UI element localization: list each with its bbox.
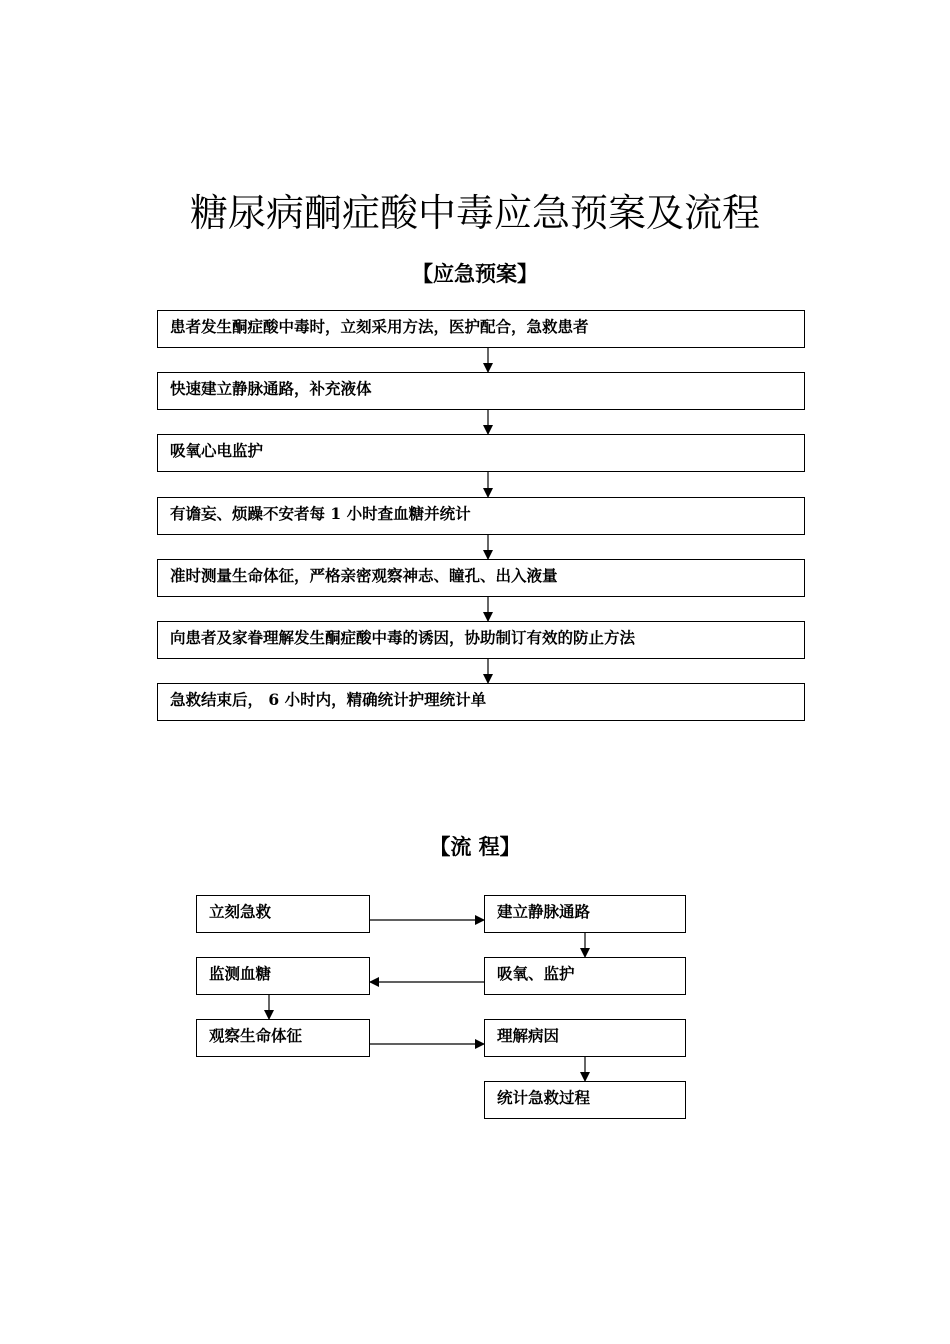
plan-step-4: 有谵妄、烦躁不安者每 1 小时查血糖并统计 <box>157 497 805 535</box>
plan-step-1: 患者发生酮症酸中毒时，立刻采用方法，医护配合，急救患者 <box>157 310 805 348</box>
flow-node-vitals: 观察生命体征 <box>196 1019 370 1057</box>
flow-heading: 【流 程】 <box>429 835 521 859</box>
plan-step-3: 吸氧心电监护 <box>157 434 805 472</box>
plan-step-2: 快速建立静脉通路，补充液体 <box>157 372 805 410</box>
flow-node-oxygen-monitor: 吸氧、监护 <box>484 957 686 995</box>
plan-step-7: 急救结束后， 6 小时内，精确统计护理统计单 <box>157 683 805 721</box>
flow-node-cause: 理解病因 <box>484 1019 686 1057</box>
flow-node-rescue: 立刻急救 <box>196 895 370 933</box>
plan-step-6: 向患者及家眷理解发生酮症酸中毒的诱因，协助制订有效的防止方法 <box>157 621 805 659</box>
plan-step-5: 准时测量生命体征，严格亲密观察神志、瞳孔、出入液量 <box>157 559 805 597</box>
flow-node-record: 统计急救过程 <box>484 1081 686 1119</box>
plan-heading: 【应急预案】 <box>412 262 538 286</box>
flow-node-glucose: 监测血糖 <box>196 957 370 995</box>
flow-node-iv-access: 建立静脉通路 <box>484 895 686 933</box>
page-title: 糖尿病酮症酸中毒应急预案及流程 <box>189 191 760 235</box>
